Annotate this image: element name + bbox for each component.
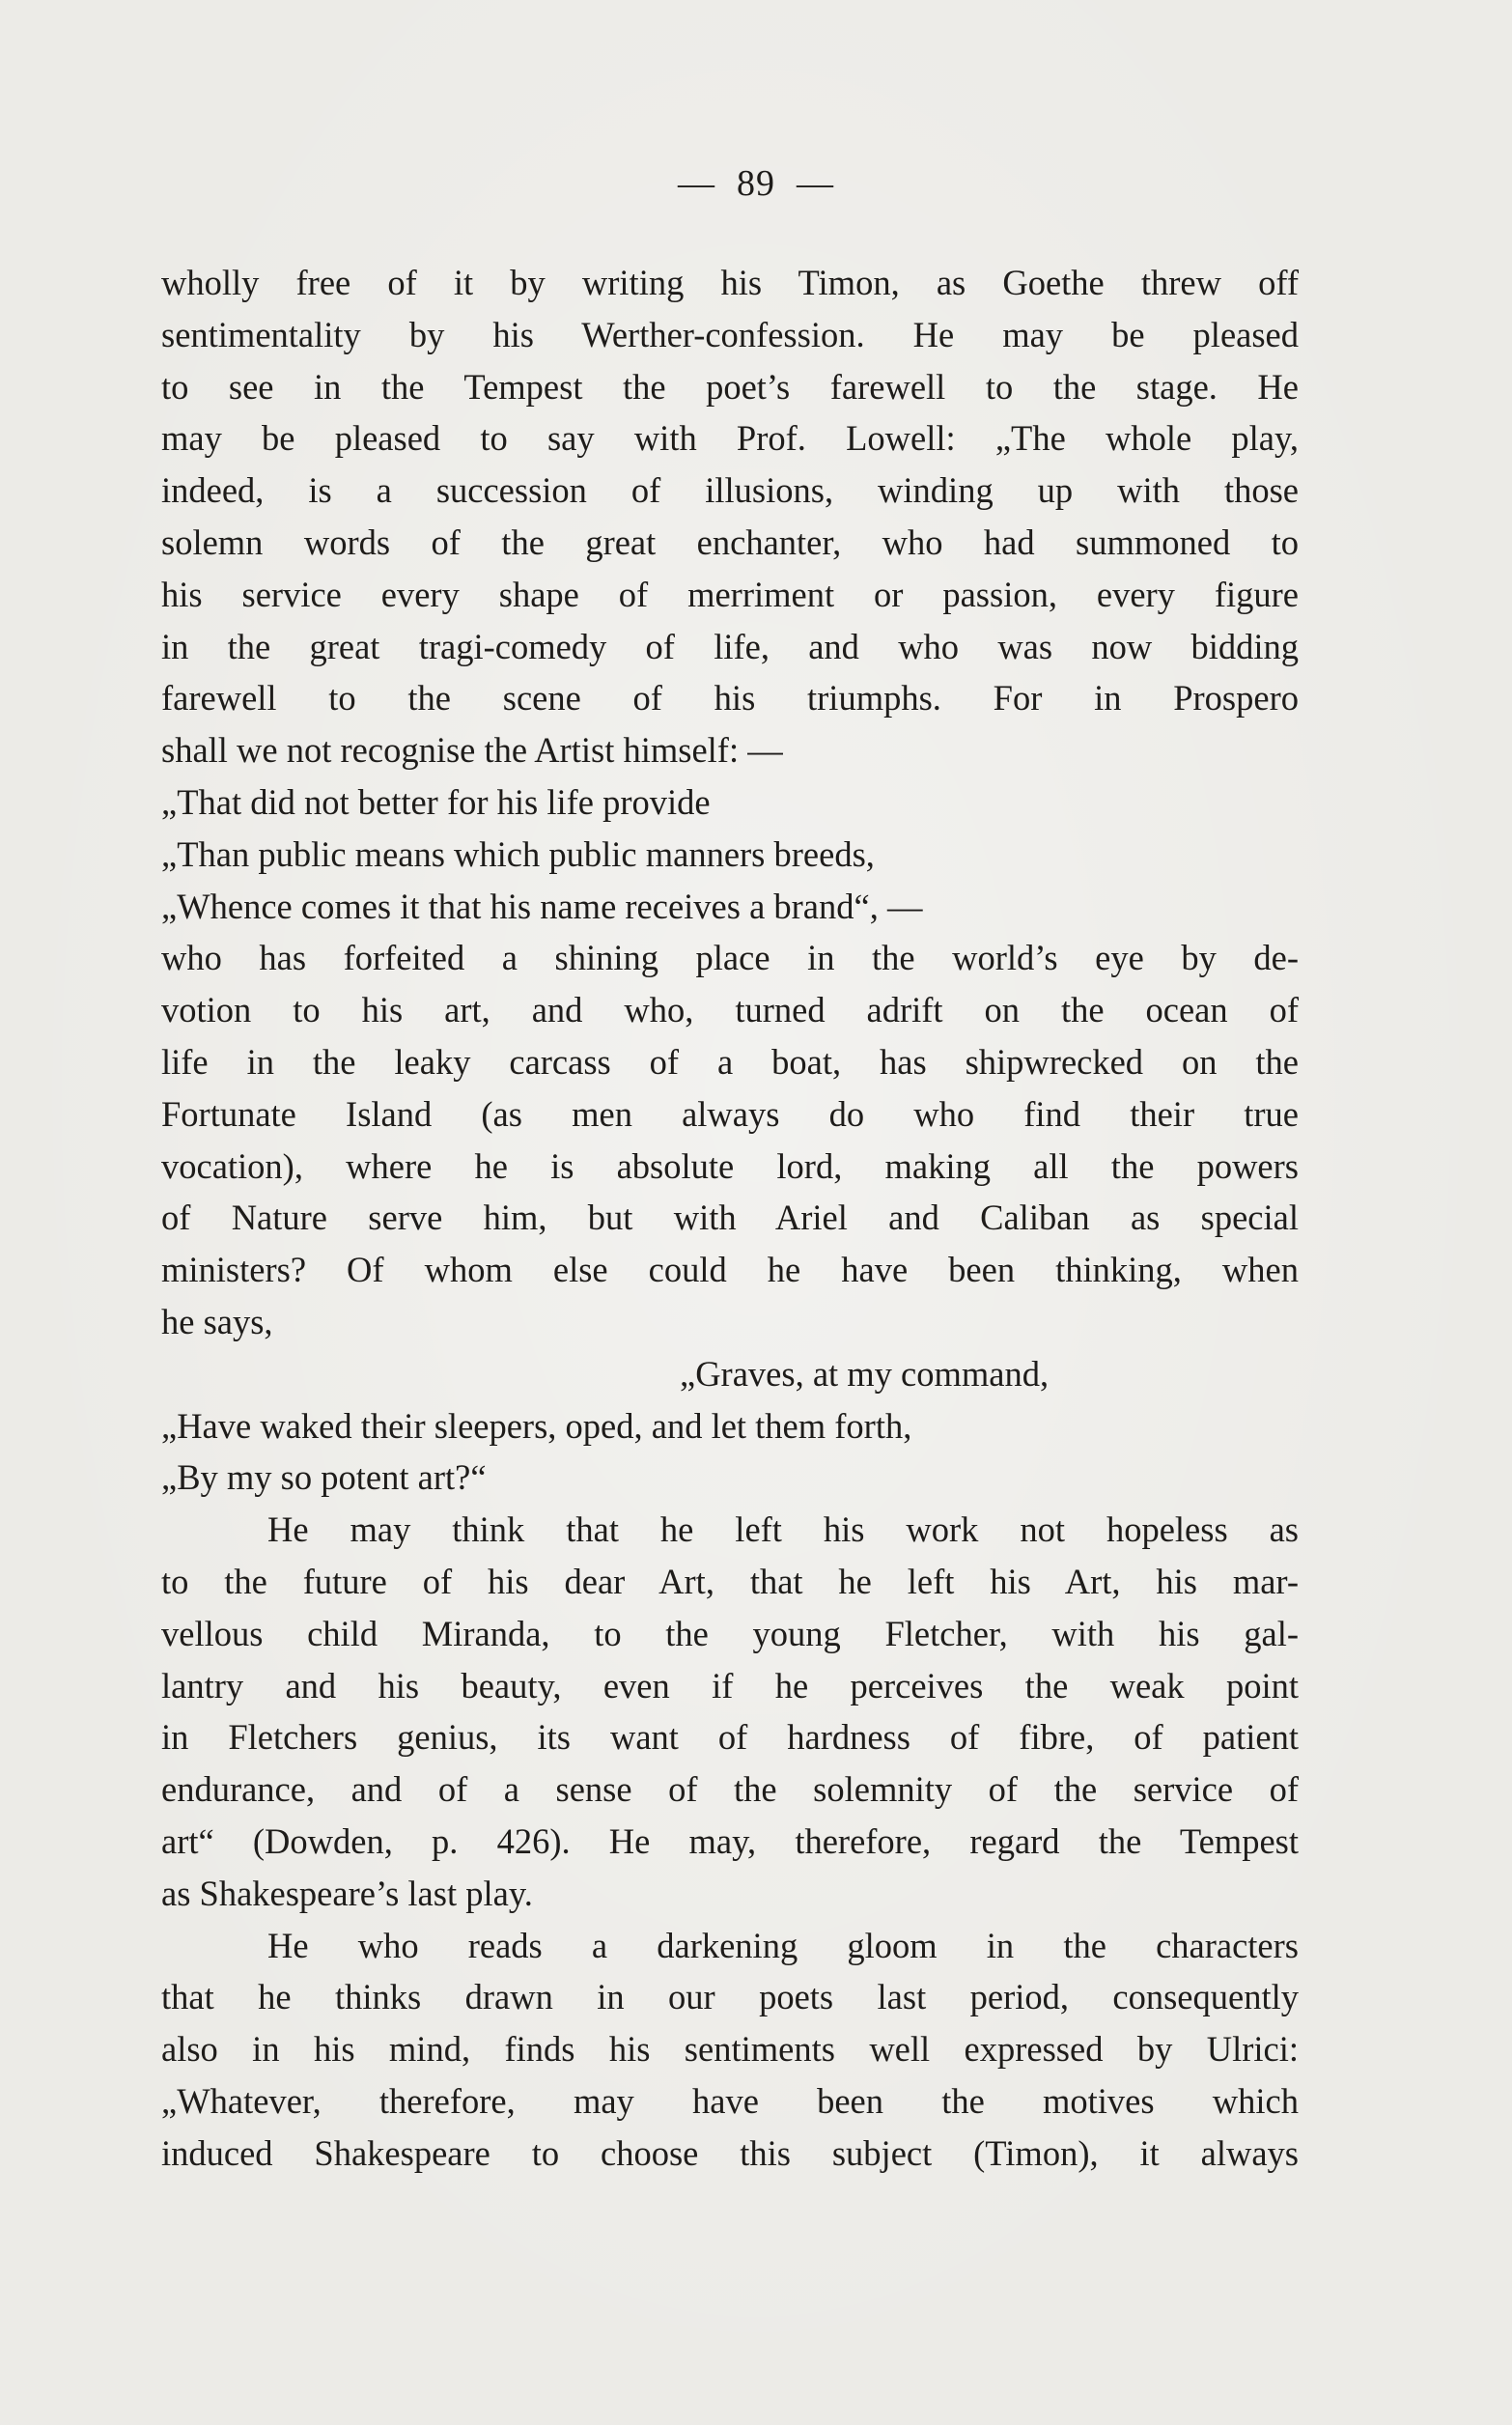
text-line: Fortunate Island (as men always do who find their true [161, 1093, 1299, 1134]
text-line: who has forfeited a shining place in the world’s eye by de- [161, 938, 1299, 978]
text-line: that he thinks drawn in our poets last period, consequently [161, 1977, 1299, 2017]
text-line: solemn words of the great enchanter, who had summoned to [161, 522, 1299, 562]
quote-line: „That did not better for his life provide [161, 781, 711, 822]
text-line: of Nature serve him, but with Ariel and Caliban as special [161, 1198, 1299, 1238]
quote-line: „Graves, at my command, [680, 1353, 1050, 1394]
text-line: votion to his art, and who, turned adrift on the ocean of [161, 990, 1299, 1030]
text-line: endurance, and of a sense of the solemnity of the service of [161, 1769, 1299, 1810]
text-line: art“ (Dowden, p. 426). He may, therefore, regard the Tempest [161, 1820, 1299, 1861]
text-line: lantry and his beauty, even if he perceives the weak point [161, 1665, 1299, 1706]
text-line: also in his mind, finds his sentiments well expressed by Ulrici: [161, 2029, 1299, 2070]
text-line: „Whatever, therefore, may have been the motives which [161, 2080, 1299, 2121]
quote-line: „Than public means which public manners breeds, [161, 833, 875, 874]
body-text [161, 257, 1299, 2179]
quote-line: „By my so potent art?“ [161, 1457, 487, 1498]
text-line: to see in the Tempest the poet’s farewell to the stage. He [161, 366, 1299, 407]
text-line: to the future of his dear Art, that he left his Art, his mar- [161, 1561, 1299, 1601]
text-line: farewell to the scene of his triumphs. For in Prospero [161, 678, 1299, 719]
quote-line: „Have waked their sleepers, oped, and let them forth, [161, 1405, 912, 1446]
page-number-dash-right: — [797, 163, 834, 204]
text-line: life in the leaky carcass of a boat, has shipwrecked on the [161, 1041, 1299, 1082]
text-line: he says, [161, 1301, 273, 1341]
text-line: sentimentality by his Werther-confession. He may be pleased [161, 314, 1299, 354]
page-number-dash-left: — [678, 163, 715, 204]
text-line: wholly free of it by writing his Timon, as Goethe threw off [161, 263, 1299, 302]
text-line: shall we not recognise the Artist himself: — [161, 730, 783, 771]
text-line: vellous child Miranda, to the young Fletcher, with his gal- [161, 1613, 1299, 1653]
text-line: vocation), where he is absolute lord, making all the powers [161, 1145, 1299, 1186]
page-number [0, 162, 1512, 205]
text-line: in the great tragi-comedy of life, and who was now bidding [161, 626, 1299, 666]
text-line: his service every shape of merriment or passion, every figure [161, 574, 1299, 614]
quote-line: „Whence comes it that his name receives a brand“, — [161, 886, 923, 926]
paragraph-first-line: He may think that he left his work not hopeless as [267, 1509, 1299, 1550]
text-line: indeed, is a succession of illusions, winding up with those [161, 470, 1299, 511]
text-line: in Fletchers genius, its want of hardness of fibre, of patient [161, 1717, 1299, 1758]
text-line: ministers? Of whom else could he have been thinking, when [161, 1250, 1299, 1290]
text-line: induced Shakespeare to choose this subject (Timon), it always [161, 2132, 1299, 2173]
text-line: may be pleased to say with Prof. Lowell: „The whole play, [161, 418, 1299, 459]
page-number-value: 89 [737, 163, 775, 204]
text-line: as Shakespeare’s last play. [161, 1873, 533, 1913]
paragraph-first-line: He who reads a darkening gloom in the characters [267, 1925, 1299, 1965]
